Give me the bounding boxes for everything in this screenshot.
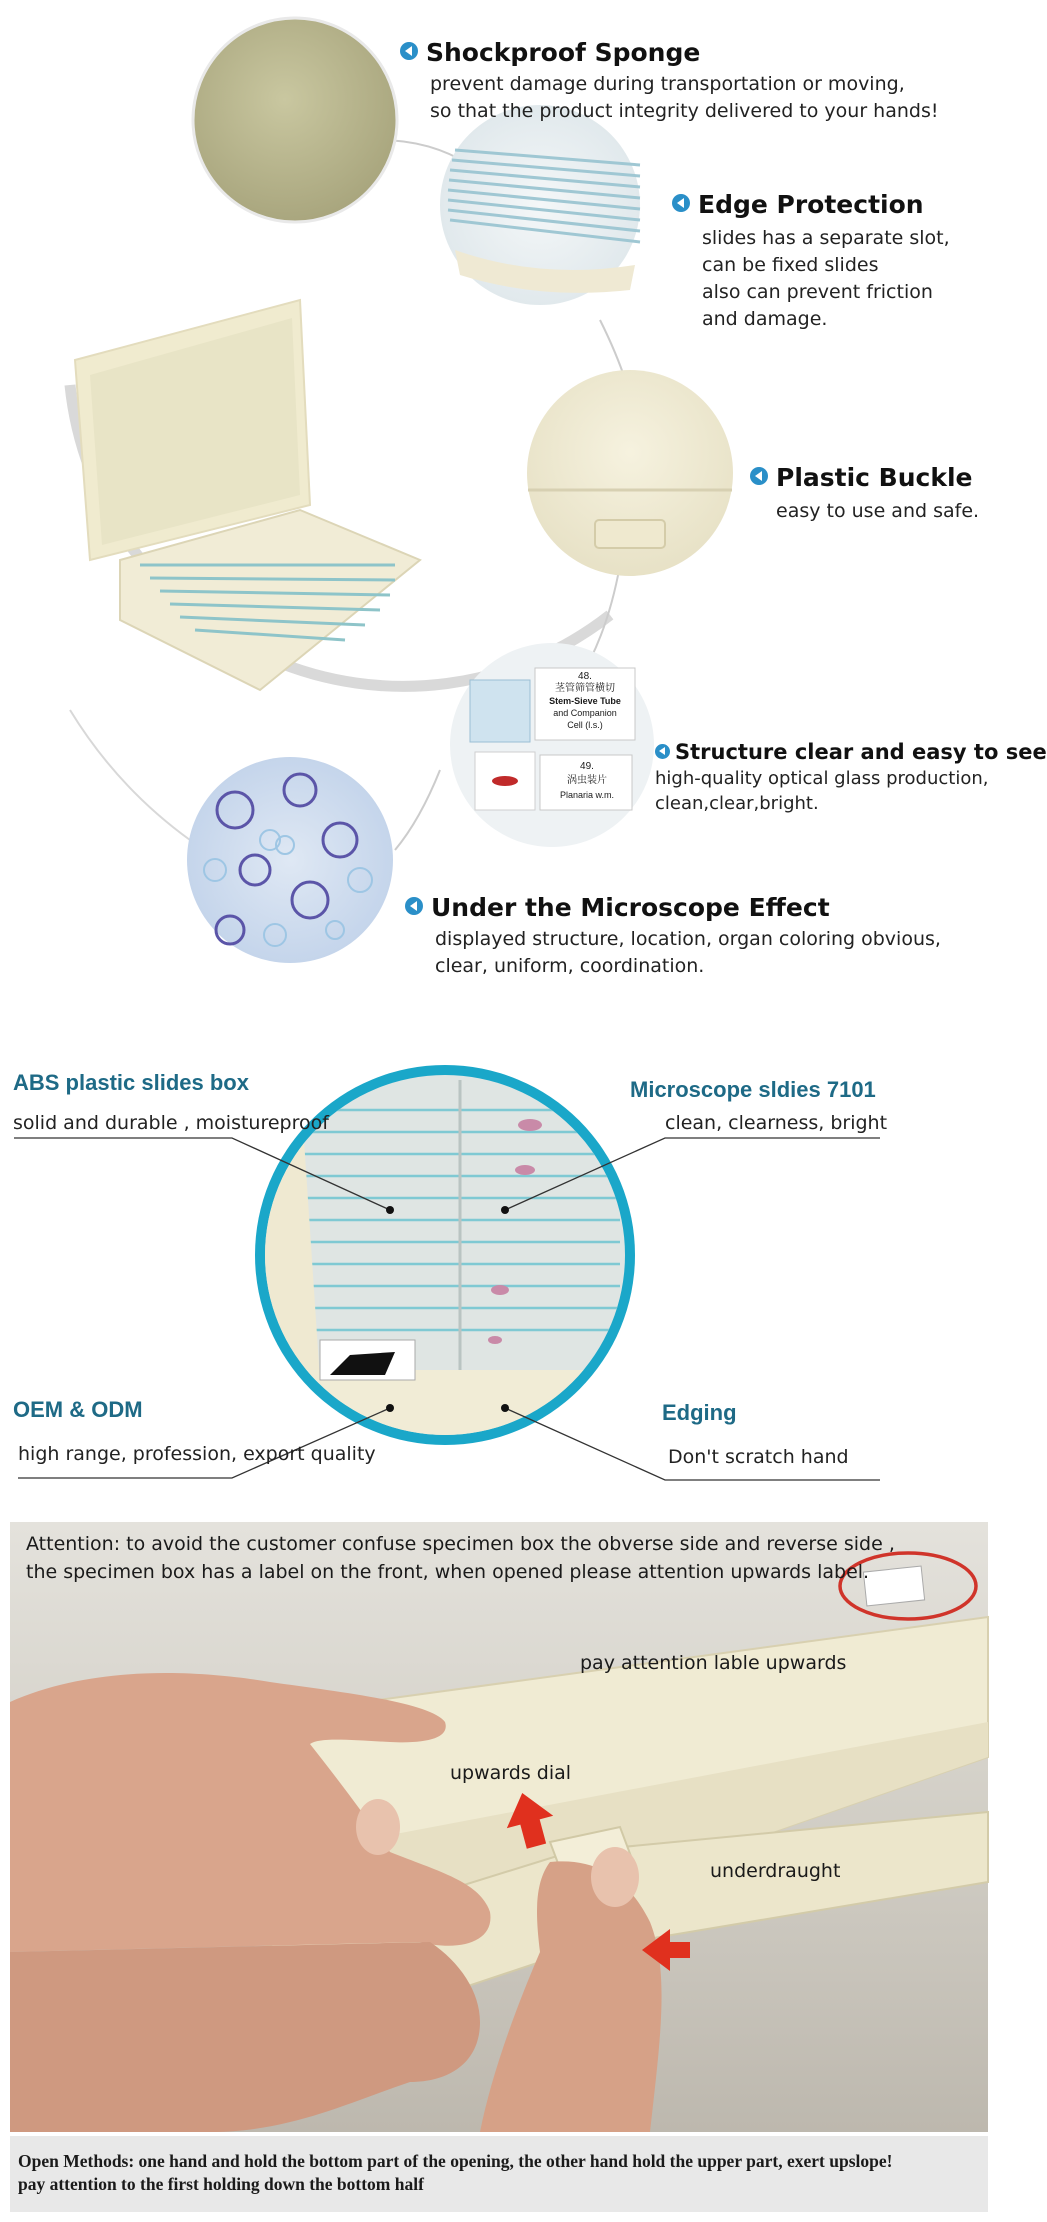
decorative-arc-lower	[70, 710, 190, 840]
feature-structure	[655, 740, 1047, 816]
slide-label-48-line1: Stem-Sieve Tube	[549, 696, 621, 706]
edge-bullet-icon	[672, 194, 690, 212]
slide-label-48-number: 48.	[578, 671, 592, 682]
structure-desc-line2: clean,clear,bright.	[655, 793, 819, 814]
feature-shockproof	[400, 38, 938, 125]
microscope-bullet-icon	[405, 897, 423, 915]
callout-edging-desc: Don't scratch hand	[668, 1446, 849, 1468]
sponge-photo	[193, 18, 397, 222]
callout-slides-desc: clean, clearness, bright	[665, 1112, 888, 1134]
callout-slides-title: Microscope sldies 7101	[630, 1077, 876, 1102]
buckle-desc-line1: easy to use and safe.	[776, 500, 980, 522]
underdraught-text: underdraught	[710, 1860, 841, 1882]
attention-line2: the specimen box has a label on the front, when opened please attention upwards label.	[26, 1561, 870, 1583]
upwards-dial-text: upwards dial	[450, 1762, 572, 1784]
open-methods-line1: Open Methods: one hand and hold the bottom part of the opening, the other hand hold the upper part, exert upslope!	[18, 2151, 893, 2171]
feature-microscope-effect	[405, 893, 941, 980]
attention-text	[26, 1530, 895, 1586]
shockproof-desc-line2: so that the product integrity delivered to your hands!	[430, 100, 939, 122]
callout-edging-title: Edging	[662, 1400, 737, 1425]
slide-label-49-chinese: 涡虫装片	[567, 775, 607, 786]
structure-title: Structure clear and easy to see	[675, 740, 1047, 764]
edge-protection-photo	[440, 105, 640, 305]
open-methods-line2: pay attention to the first holding down the bottom half	[18, 2174, 424, 2194]
attention-line1: Attention: to avoid the customer confuse specimen box the obverse side and reverse side ,	[26, 1533, 895, 1555]
microscope-effect-photo	[187, 757, 393, 963]
callout-abs-desc: solid and durable , moistureproof	[13, 1112, 329, 1134]
feature-edge-protection	[672, 190, 950, 333]
structure-bullet-icon	[655, 744, 670, 759]
open-methods-box	[10, 2136, 988, 2212]
open-methods-text	[18, 2150, 892, 2196]
microscope-title: Under the Microscope Effect	[431, 893, 830, 922]
microscope-desc-line2: clear, uniform, coordination.	[435, 955, 705, 977]
edge-desc-line2: can be fixed slides	[702, 254, 879, 276]
edge-desc-line1: slides has a separate slot,	[702, 227, 950, 249]
shockproof-title: Shockproof Sponge	[426, 38, 701, 67]
hands-and-box-illustration	[10, 1522, 988, 2132]
slide-label-49	[542, 760, 632, 802]
shockproof-desc-line1: prevent damage during transportation or moving,	[430, 73, 905, 95]
edge-desc-line4: and damage.	[702, 308, 828, 330]
callout-abs-title: ABS plastic slides box	[13, 1070, 249, 1095]
slide-label-49-number: 49.	[580, 761, 594, 772]
edge-desc-line3: also can prevent friction	[702, 281, 933, 303]
slide-label-48-line3: Cell (l.s.)	[567, 720, 603, 730]
edge-title: Edge Protection	[698, 190, 924, 219]
opening-instructions-photo	[10, 1522, 988, 2132]
open-slide-box-photo	[75, 300, 420, 690]
callout-oem-title: OEM & ODM	[13, 1397, 143, 1422]
plastic-buckle-photo	[527, 370, 733, 576]
slide-label-49-english: Planaria w.m.	[559, 790, 615, 800]
callout-oem-desc: high range, profession, export quality	[18, 1443, 376, 1465]
slide-label-48	[537, 671, 633, 731]
feature-plastic-buckle	[750, 463, 979, 525]
buckle-title: Plastic Buckle	[776, 463, 973, 492]
slide-label-48-chinese: 茎管筛管横切	[555, 683, 615, 694]
label-upwards-text: pay attention lable upwards	[580, 1652, 847, 1674]
slide-label-48-line2: and Companion	[553, 708, 617, 718]
structure-desc-line1: high-quality optical glass production,	[655, 768, 989, 789]
shockproof-bullet-icon	[400, 42, 418, 60]
buckle-bullet-icon	[750, 467, 768, 485]
microscope-desc-line1: displayed structure, location, organ coloring obvious,	[435, 928, 941, 950]
